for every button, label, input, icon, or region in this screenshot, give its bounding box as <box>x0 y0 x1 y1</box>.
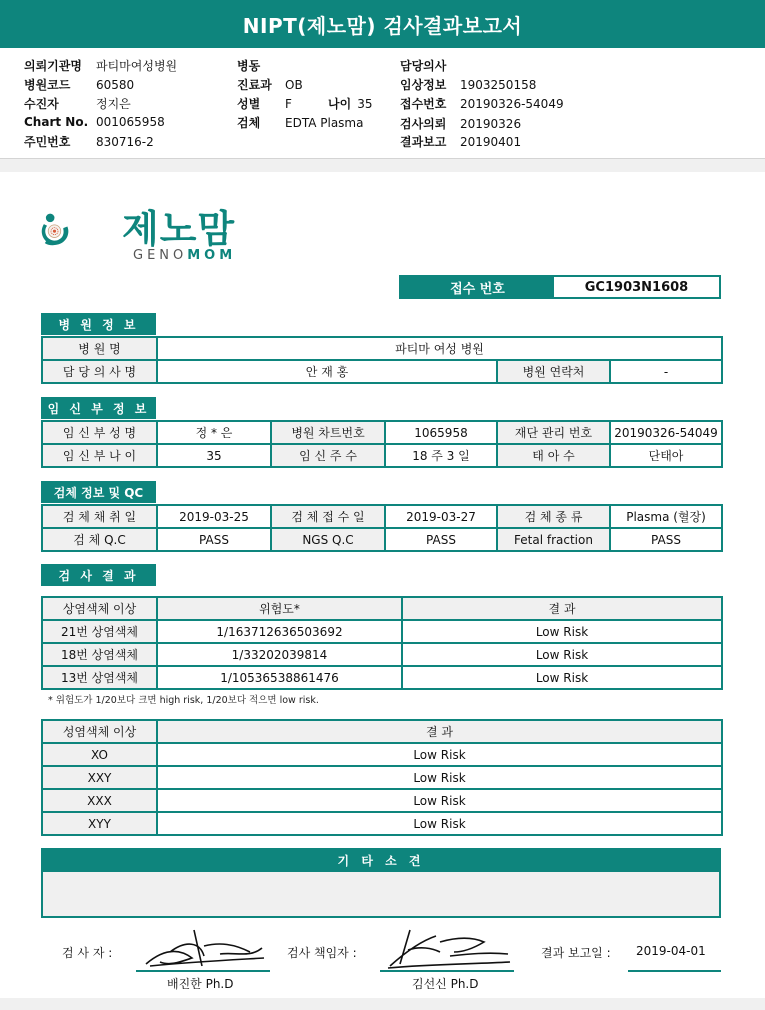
table-cell: 검 체 채 취 일 <box>42 505 157 528</box>
table-cell: 임 신 주 수 <box>271 444 385 467</box>
examiner-name: 배진한 Ph.D <box>167 977 234 991</box>
header-field: 접수번호 20190326-54049 <box>400 97 564 111</box>
header-field: 병원코드 60580 <box>24 78 135 92</box>
table-header-row <box>42 720 722 743</box>
examiner-label: 검 사 자 : <box>62 946 113 960</box>
examiner-signature-icon <box>140 922 268 970</box>
director-signature-icon <box>380 922 514 970</box>
footer-strip <box>0 998 765 1010</box>
table-cell: 병 원 명 <box>42 337 157 360</box>
receipt-number-label: 접수 번호 <box>401 277 554 297</box>
table-cell: 병원 차트번호 <box>271 421 385 444</box>
header-field: 검사의뢰 20190326 <box>400 117 522 131</box>
report-date-label: 결과 보고일 : <box>541 946 611 960</box>
hospital-info-header: 병 원 정 보 <box>41 313 156 335</box>
logo-subtitle: GENOMOM <box>133 248 237 263</box>
table-cell: 검 체 종 류 <box>497 505 610 528</box>
table-cell: 파티마 여성 병원 <box>157 337 722 360</box>
pregnant-info-header: 임 신 부 정 보 <box>41 397 156 419</box>
table-cell: 임 신 부 성 명 <box>42 421 157 444</box>
table-cell: 1/33202039814 <box>157 643 402 666</box>
table-row <box>42 337 722 360</box>
table-row <box>42 812 722 835</box>
receipt-number-box <box>399 275 721 299</box>
specimen-info-table <box>41 504 723 552</box>
table-cell: XYY <box>42 812 157 835</box>
table-cell: 안 재 홍 <box>157 360 497 383</box>
table-cell: 20190326-54049 <box>610 421 722 444</box>
table-cell: Low Risk <box>157 789 722 812</box>
pregnant-info-table <box>41 420 723 468</box>
table-row <box>42 643 722 666</box>
table-header-cell: 결 과 <box>157 720 722 743</box>
table-header-cell: 성염색체 이상 <box>42 720 157 743</box>
table-cell: 정 * 은 <box>157 421 271 444</box>
report-title: NIPT(제노맘) 검사결과보고서 <box>0 0 765 48</box>
table-cell: - <box>610 360 722 383</box>
table-row <box>42 743 722 766</box>
specimen-info-header: 검체 정보 및 QC <box>41 481 156 503</box>
risk-footnote: * 위험도가 1/20보다 크면 high risk, 1/20보다 적으면 low risk. <box>48 695 319 706</box>
report-date-line <box>628 970 721 972</box>
test-results-header: 검 사 결 과 <box>41 564 156 586</box>
table-cell: 담 당 의 사 명 <box>42 360 157 383</box>
table-cell: 임 신 부 나 이 <box>42 444 157 467</box>
table-cell: Plasma (혈장) <box>610 505 722 528</box>
table-cell: Low Risk <box>402 620 722 643</box>
header-field: 임상정보 1903250158 <box>400 78 537 92</box>
director-name: 김선신 Ph.D <box>412 977 479 991</box>
table-cell: 1/163712636503692 <box>157 620 402 643</box>
table-cell: 2019-03-25 <box>157 505 271 528</box>
genomom-logo-icon <box>40 185 130 275</box>
table-cell: PASS <box>157 528 271 551</box>
table-cell: Low Risk <box>157 743 722 766</box>
table-cell: 21번 상염색체 <box>42 620 157 643</box>
table-cell: 2019-03-27 <box>385 505 497 528</box>
table-header-cell: 위험도* <box>157 597 402 620</box>
table-row <box>42 360 722 383</box>
table-cell: 1065958 <box>385 421 497 444</box>
other-remarks-header: 기 타 소 견 <box>41 848 721 872</box>
table-cell: 13번 상염색체 <box>42 666 157 689</box>
hospital-info-table <box>41 336 723 384</box>
table-row <box>42 444 722 467</box>
table-cell: PASS <box>610 528 722 551</box>
table-cell: Low Risk <box>157 812 722 835</box>
table-row <box>42 620 722 643</box>
table-cell: 단태아 <box>610 444 722 467</box>
logo-wordmark: 제노맘 <box>122 207 236 251</box>
header-field: 주민번호 830716-2 <box>24 135 154 149</box>
table-row <box>42 528 722 551</box>
header-field: 수진자 정지은 <box>24 97 131 111</box>
header-field: 담당의사 <box>400 59 447 73</box>
header-field: 진료과 OB <box>237 78 303 92</box>
table-cell: 태 아 수 <box>497 444 610 467</box>
table-header-cell: 상염색체 이상 <box>42 597 157 620</box>
header-field: 결과보고 20190401 <box>400 135 522 149</box>
receipt-number-value: GC1903N1608 <box>584 279 689 295</box>
header-field: 병동 <box>237 59 261 73</box>
header-field: 성별 F <box>237 97 292 111</box>
director-signature-line <box>380 970 514 972</box>
table-cell: 검 체 접 수 일 <box>271 505 385 528</box>
table-row <box>42 505 722 528</box>
table-header-cell: 결 과 <box>402 597 722 620</box>
header-field: 의뢰기관명 파티마여성병원 <box>24 59 178 73</box>
table-cell: Low Risk <box>402 666 722 689</box>
table-cell: Fetal fraction <box>497 528 610 551</box>
report-date-value: 2019-04-01 <box>636 944 706 958</box>
table-cell: Low Risk <box>402 643 722 666</box>
table-cell: 검 체 Q.C <box>42 528 157 551</box>
director-label: 검사 책임자 : <box>287 946 357 960</box>
table-cell: 병원 연락처 <box>497 360 610 383</box>
table-row <box>42 666 722 689</box>
table-cell: 35 <box>157 444 271 467</box>
table-cell: NGS Q.C <box>271 528 385 551</box>
header-field: Chart No. 001065958 <box>24 115 165 129</box>
section-divider <box>0 158 765 172</box>
table-row <box>42 421 722 444</box>
table-cell: PASS <box>385 528 497 551</box>
autosomal-results-table <box>41 596 723 690</box>
table-cell: XXX <box>42 789 157 812</box>
table-cell: 1/10536538861476 <box>157 666 402 689</box>
table-cell: 재단 관리 번호 <box>497 421 610 444</box>
header-field: 검체 EDTA Plasma <box>237 116 364 130</box>
table-row <box>42 766 722 789</box>
table-cell: 18 주 3 일 <box>385 444 497 467</box>
other-remarks-box <box>41 872 721 918</box>
patient-header <box>0 52 765 152</box>
table-header-row <box>42 597 722 620</box>
table-cell: Low Risk <box>157 766 722 789</box>
table-row <box>42 789 722 812</box>
table-cell: XXY <box>42 766 157 789</box>
sex-chromosome-results-table <box>41 719 723 836</box>
table-cell: XO <box>42 743 157 766</box>
examiner-signature-line <box>136 970 270 972</box>
table-cell: 18번 상염색체 <box>42 643 157 666</box>
header-field-age: 나이 35 <box>328 97 373 111</box>
